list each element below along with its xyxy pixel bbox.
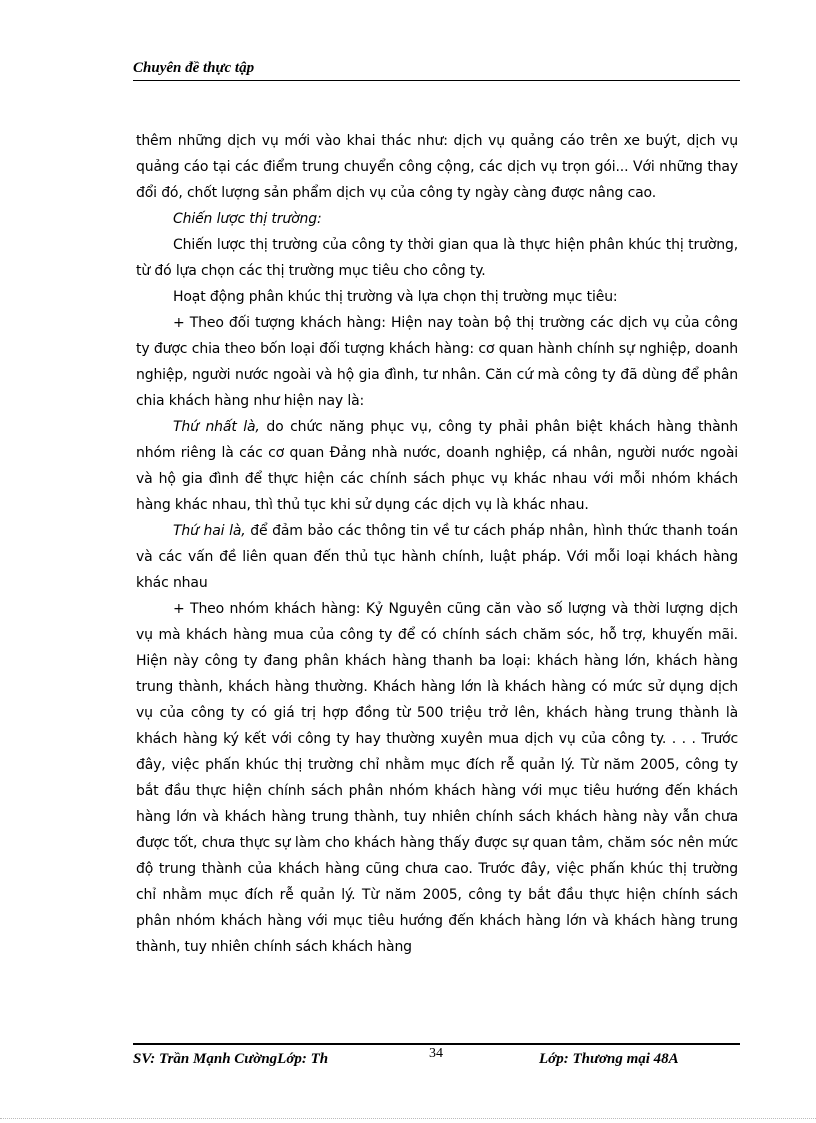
- page-header: [133, 58, 740, 81]
- header-title: Chuyên đề thực tập: [133, 60, 255, 76]
- footer-student: SV: Trần Mạnh CườngLớp: Th: [133, 1051, 329, 1067]
- document-body: [136, 128, 738, 960]
- paragraph-strategy: Chiến lược thị trường của công ty thời gian qua là thực hiện phân khúc thị trường, từ đó lựa chọn các thị trường mục tiêu cho công ty.: [136, 237, 738, 279]
- paragraph-segmentation: Hoạt động phân khúc thị trường và lựa chọn thị trường mục tiêu:: [173, 289, 618, 305]
- paragraph-customer-types: + Theo đối tượng khách hàng: Hiện nay toàn bộ thị trường các dịch vụ của công ty được chia theo bốn loại đối tượng khách hàng: cơ quan hành chính sự nghiệp, doanh nghiệp, người nước ngoài và hộ gia đình, tư nhân. Căn cứ mà công ty đã dùng để phân chia khách hàng như hiện nay là:: [136, 315, 738, 409]
- paragraph-customer-groups: + Theo nhóm khách hàng: Kỷ Nguyên cũng căn vào số lượng và thời lượng dịch vụ mà khách hàng mua của công ty để có chính sách chăm sóc, hỗ trợ, khuyến mãi. Hiện này công ty đang phân khách hàng thanh ba loại: khách hàng lớn, khách hàng trung thành, khách hàng thường. Khách hàng lớn là khách hàng có mức sử dụng dịch vụ của công ty có giá trị hợp đồng từ 500 triệu trở lên, khách hàng trung thành là khách hàng ký kết với công ty hay thường xuyên mua dịch vụ của công ty. . . . Trước đây, việc phấn khúc thị trường chỉ nhằm mục đích rễ quản lý. Từ năm 2005, công ty bắt đầu thực hiện chính sách phân nhóm khách hàng với mục tiêu hướng đến khách hàng lớn và khách hàng trung thành, tuy nhiên chính sách khách hàng này vẫn chưa được tốt, chưa thực sự làm cho khách hàng thấy được sự quan tâm, chăm sóc nên mức độ trung thành của khách hàng cũng chưa cao. Trước đây, việc phấn khúc thị trường chỉ nhằm mục đích rễ quản lý. Từ năm 2005, công ty bắt đầu thực hiện chính sách phân nhóm khách hàng với mục tiêu hướng đến khách hàng lớn và khách hàng trung thành, tuy nhiên chính sách khách hàng: [136, 601, 738, 955]
- second-reason-lead: Thứ hai là,: [173, 523, 246, 539]
- page-footer: [133, 1043, 740, 1075]
- page-boundary-divider: [0, 1118, 816, 1119]
- first-reason-lead: Thứ nhất là,: [173, 419, 260, 435]
- paragraph-second-reason: [136, 518, 738, 596]
- footer-class: Lớp: Thương mại 48A: [539, 1051, 679, 1067]
- first-reason-text: do chức năng phục vụ, công ty phải phân biệt khách hàng thành nhóm riêng là các cơ quan Đảng nhà nước, doanh nghiệp, cá nhân, người nước ngoài và hộ gia đình để thực hiện các chính sách phục vụ khác nhau với mỗi nhóm khách hàng khác nhau, thì thủ tục khi sử dụng các dịch vụ là khác nhau.: [136, 419, 738, 513]
- page-number: 34: [429, 1046, 443, 1061]
- paragraph-services: thêm những dịch vụ mới vào khai thác như: dịch vụ quảng cáo trên xe buýt, dịch vụ quảng cáo tại các điểm trung chuyển công cộng, các dịch vụ trọn gói... Với những thay đổi đó, chốt lượng sản phẩm dịch vụ của công ty ngày càng được nâng cao.: [136, 133, 738, 201]
- paragraph-first-reason: [136, 414, 738, 518]
- second-reason-text: để đảm bảo các thông tin về tư cách pháp nhân, hình thức thanh toán và các vấn đề liên quan đến thủ tục hành chính, luật pháp. Với mỗi loại khách hàng khác nhau: [136, 523, 739, 591]
- section-heading-market-strategy: Chiến lược thị trường:: [173, 211, 322, 227]
